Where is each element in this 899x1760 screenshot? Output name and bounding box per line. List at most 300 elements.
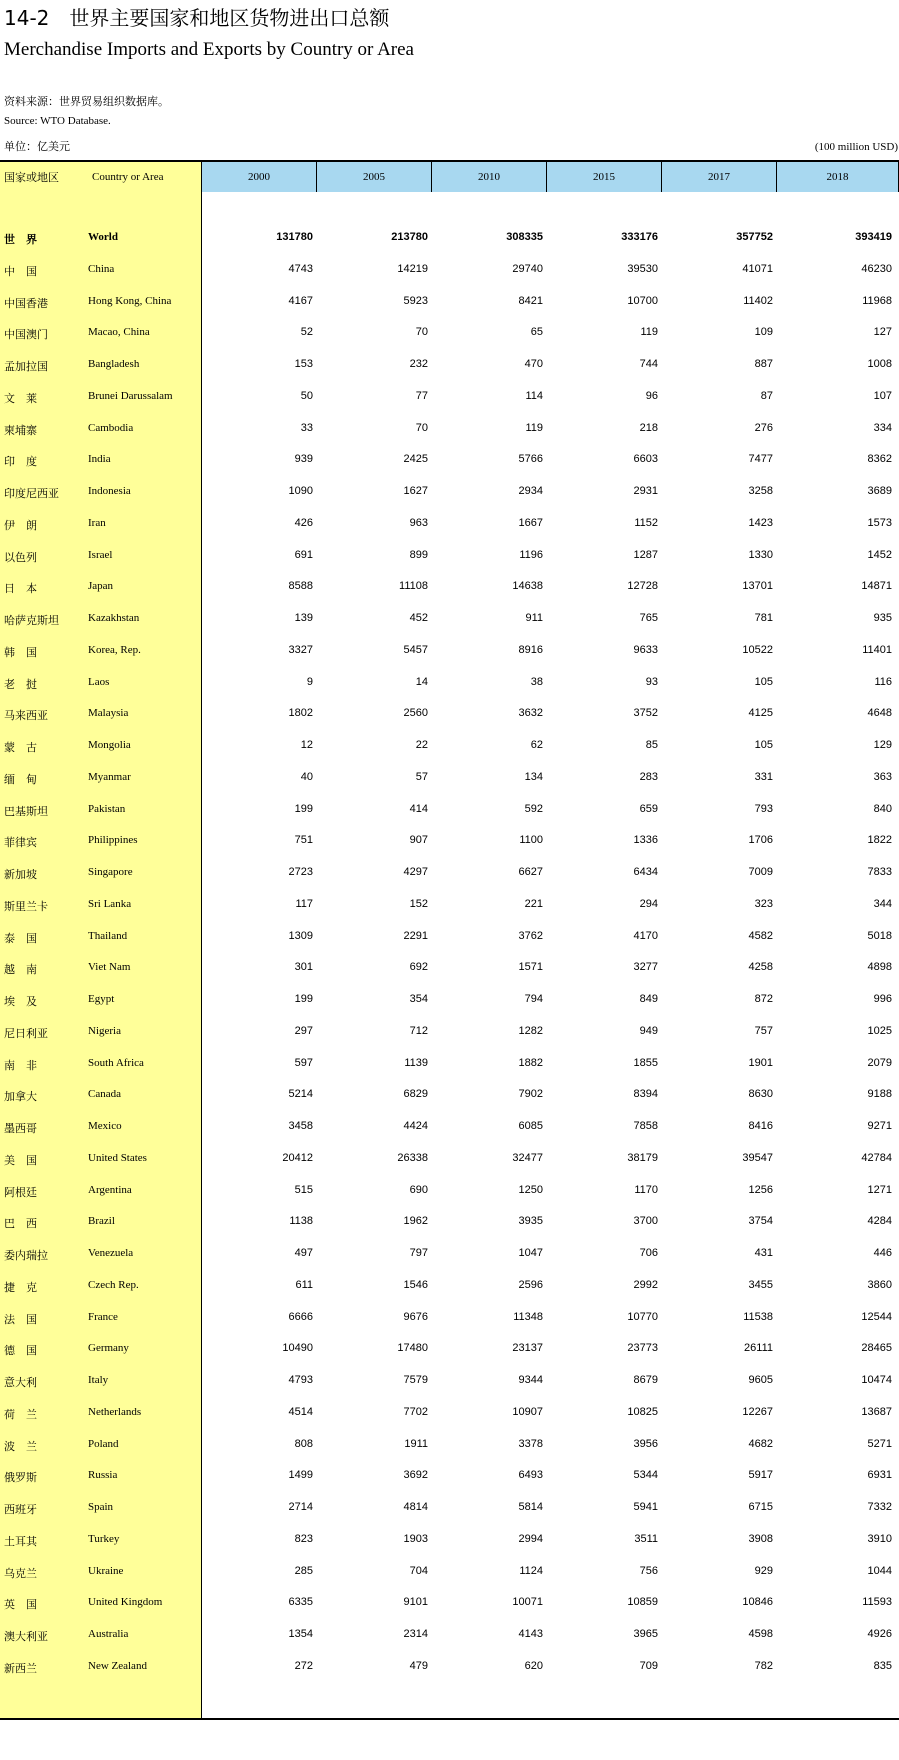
value-cell: 6335 — [288, 1596, 313, 1609]
value-cell: 12267 — [742, 1405, 773, 1418]
value-cell: 39547 — [742, 1151, 773, 1164]
value-cell: 840 — [873, 802, 892, 815]
value-cell: 704 — [409, 1564, 428, 1577]
value-cell: 808 — [294, 1437, 313, 1450]
value-cell: 996 — [873, 993, 892, 1005]
value-cell: 1855 — [633, 1056, 658, 1069]
value-cell: 5457 — [403, 643, 428, 656]
value-cell: 756 — [639, 1564, 658, 1577]
value-cell: 1802 — [288, 707, 313, 720]
value-cell: 22 — [415, 739, 428, 751]
country-name-en: World — [88, 231, 118, 243]
country-name-cn: 新加坡 — [4, 868, 37, 881]
value-cell: 611 — [295, 1278, 313, 1291]
value-cell: 46230 — [861, 262, 892, 275]
table-row — [0, 762, 899, 794]
value-cell: 139 — [294, 612, 313, 624]
country-name-en: Spain — [88, 1501, 114, 1513]
table-row — [0, 698, 899, 730]
value-cell: 41071 — [742, 262, 773, 275]
value-cell: 127 — [873, 326, 892, 339]
table-row — [0, 254, 899, 286]
table-row — [0, 413, 899, 445]
country-name-cn: 印 度 — [4, 455, 37, 469]
value-cell: 426 — [294, 516, 313, 529]
value-cell: 9271 — [867, 1120, 892, 1132]
table-row — [0, 825, 899, 857]
value-cell: 8588 — [288, 580, 313, 593]
value-cell: 452 — [409, 612, 428, 624]
value-cell: 8362 — [867, 453, 892, 466]
table-row — [0, 1651, 899, 1683]
value-cell: 6931 — [867, 1469, 892, 1482]
value-cell: 1822 — [867, 834, 892, 847]
value-cell: 3378 — [518, 1437, 543, 1450]
value-cell: 65 — [530, 326, 543, 339]
value-cell: 218 — [639, 421, 658, 434]
value-cell: 105 — [754, 675, 773, 688]
value-cell: 7579 — [403, 1374, 428, 1386]
country-name-en: United States — [88, 1151, 147, 1164]
value-cell: 29740 — [512, 262, 543, 275]
country-name-en: Argentina — [88, 1183, 132, 1196]
value-cell: 3860 — [867, 1278, 892, 1291]
value-cell: 793 — [754, 802, 773, 815]
country-name-cn: 巴基斯坦 — [4, 804, 48, 818]
value-cell: 887 — [754, 358, 773, 370]
country-name-en: Czech Rep. — [88, 1278, 139, 1291]
value-cell: 14219 — [397, 262, 428, 275]
table-row — [0, 1048, 899, 1080]
country-name-en: Canada — [88, 1088, 121, 1101]
country-name-cn: 英 国 — [4, 1598, 37, 1612]
value-cell: 9188 — [867, 1088, 892, 1101]
value-cell: 929 — [754, 1564, 773, 1577]
value-cell: 9344 — [518, 1374, 543, 1386]
value-cell: 939 — [294, 453, 313, 466]
value-cell: 1573 — [867, 516, 892, 529]
value-cell: 1047 — [518, 1247, 543, 1259]
country-name-en: New Zealand — [88, 1659, 147, 1672]
value-cell: 14 — [415, 675, 428, 688]
value-cell: 28465 — [861, 1342, 892, 1355]
value-cell: 354 — [409, 993, 428, 1005]
value-cell: 2425 — [403, 453, 428, 466]
value-cell: 6085 — [518, 1120, 543, 1132]
value-cell: 134 — [524, 770, 543, 783]
value-cell: 1250 — [518, 1183, 543, 1196]
value-cell: 1423 — [748, 516, 773, 529]
value-cell: 272 — [294, 1659, 313, 1672]
value-cell: 129 — [873, 739, 892, 751]
value-cell: 4284 — [867, 1215, 892, 1228]
country-name-en: Poland — [88, 1437, 119, 1450]
value-cell: 7858 — [633, 1120, 658, 1132]
value-cell: 2314 — [403, 1628, 428, 1640]
unit-label-en: (100 million USD) — [814, 141, 898, 153]
value-cell: 2994 — [518, 1532, 543, 1545]
value-cell: 1090 — [288, 485, 313, 497]
table-row — [0, 1619, 899, 1651]
value-cell: 12728 — [627, 580, 658, 593]
value-cell: 7332 — [867, 1501, 892, 1513]
header-country-en: Country or Area — [92, 171, 164, 183]
value-cell: 781 — [754, 612, 773, 624]
value-cell: 1546 — [403, 1278, 428, 1291]
value-cell: 4898 — [867, 961, 892, 974]
country-name-cn: 文 莱 — [4, 391, 37, 405]
value-cell: 11108 — [399, 580, 428, 593]
value-cell: 1271 — [867, 1183, 892, 1196]
value-cell: 9101 — [403, 1596, 428, 1609]
country-name-en: Kazakhstan — [88, 612, 140, 624]
value-cell: 42784 — [861, 1151, 892, 1164]
country-name-en: Israel — [88, 548, 113, 561]
country-name-en: Sri Lanka — [88, 897, 132, 910]
table-row — [0, 667, 899, 699]
country-name-cn: 阿根廷 — [4, 1185, 37, 1199]
value-cell: 899 — [409, 548, 428, 561]
value-cell: 3327 — [288, 643, 313, 656]
value-cell: 93 — [645, 675, 658, 688]
value-cell: 2596 — [518, 1278, 543, 1291]
country-name-en: Brazil — [88, 1215, 115, 1228]
value-cell: 4682 — [748, 1437, 773, 1450]
country-name-cn: 中 国 — [4, 264, 37, 278]
value-cell: 592 — [524, 802, 543, 815]
value-cell: 3956 — [633, 1437, 658, 1450]
value-cell: 4167 — [288, 294, 313, 307]
table-row — [0, 1175, 899, 1207]
value-cell: 285 — [294, 1564, 313, 1577]
country-name-en: Laos — [88, 675, 110, 688]
value-cell: 6434 — [633, 866, 658, 878]
value-cell: 14638 — [512, 580, 543, 593]
value-cell: 835 — [873, 1659, 892, 1672]
country-name-en: Cambodia — [88, 421, 134, 434]
value-cell: 232 — [409, 358, 428, 370]
value-cell: 5923 — [403, 294, 428, 307]
value-cell: 40 — [300, 770, 313, 783]
value-cell: 9605 — [748, 1374, 773, 1386]
table-bottom-rule — [0, 1718, 899, 1720]
value-cell: 10071 — [512, 1596, 543, 1609]
table-row — [0, 794, 899, 826]
value-cell: 2714 — [288, 1501, 313, 1513]
value-cell: 446 — [873, 1247, 892, 1259]
value-cell: 57 — [415, 770, 428, 783]
value-cell: 1336 — [633, 834, 658, 847]
value-cell: 213780 — [391, 231, 428, 243]
value-cell: 3692 — [403, 1469, 428, 1482]
value-cell: 119 — [525, 421, 543, 434]
value-cell: 8394 — [633, 1088, 658, 1101]
value-cell: 1571 — [518, 961, 543, 974]
value-cell: 11968 — [862, 294, 892, 307]
country-name-cn: 印度尼西亚 — [4, 487, 59, 500]
value-cell: 393419 — [855, 231, 892, 243]
value-cell: 5344 — [633, 1469, 658, 1482]
value-cell: 907 — [409, 834, 428, 847]
country-name-en: Australia — [88, 1628, 129, 1640]
table-row — [0, 984, 899, 1016]
value-cell: 706 — [639, 1247, 658, 1259]
country-name-en: Macao, China — [88, 326, 150, 339]
value-cell: 6603 — [633, 453, 658, 466]
country-name-cn: 缅 甸 — [4, 772, 37, 786]
value-cell: 357752 — [736, 231, 773, 243]
table-row — [0, 508, 899, 540]
value-cell: 52 — [300, 326, 313, 339]
table-row — [0, 603, 899, 635]
table-row — [0, 540, 899, 572]
value-cell: 3908 — [748, 1532, 773, 1545]
value-cell: 11401 — [862, 643, 892, 656]
value-cell: 283 — [639, 770, 658, 783]
value-cell: 77 — [415, 389, 428, 402]
value-cell: 765 — [639, 612, 658, 624]
value-cell: 62 — [530, 739, 543, 751]
value-cell: 363 — [873, 770, 892, 783]
value-cell: 70 — [415, 326, 428, 339]
country-name-en: Egypt — [88, 993, 115, 1005]
value-cell: 2560 — [403, 707, 428, 720]
country-name-cn: 澳大利亚 — [4, 1630, 48, 1643]
header-year: 2000 — [202, 162, 317, 192]
country-name-en: Hong Kong, China — [88, 294, 172, 307]
table-row — [0, 444, 899, 476]
value-cell: 3752 — [633, 707, 658, 720]
country-name-cn: 土耳其 — [4, 1534, 37, 1548]
value-cell: 2291 — [403, 929, 428, 942]
value-cell: 6829 — [403, 1088, 428, 1101]
page-title-cn: 14-2 世界主要国家和地区货物进出口总额 — [4, 6, 390, 30]
table-row — [0, 476, 899, 508]
value-cell: 8679 — [633, 1374, 658, 1386]
value-cell: 4598 — [748, 1628, 773, 1640]
value-cell: 308335 — [506, 231, 543, 243]
value-cell: 3762 — [518, 929, 543, 942]
value-cell: 6493 — [518, 1469, 543, 1482]
value-cell: 12544 — [861, 1310, 892, 1323]
country-name-en: Venezuela — [88, 1247, 134, 1259]
country-name-cn: 波 兰 — [4, 1439, 37, 1453]
value-cell: 107 — [873, 389, 892, 402]
value-cell: 6666 — [288, 1310, 313, 1323]
country-name-en: Pakistan — [88, 802, 126, 815]
country-name-cn: 日 本 — [4, 582, 37, 596]
country-name-en: Russia — [88, 1469, 118, 1482]
value-cell: 10522 — [742, 643, 773, 656]
unit-label-cn: 单位：亿美元 — [4, 140, 70, 153]
value-cell: 334 — [873, 421, 892, 434]
value-cell: 114 — [525, 389, 543, 402]
value-cell: 8421 — [518, 294, 543, 307]
table-row — [0, 1556, 899, 1588]
value-cell: 331 — [754, 770, 773, 783]
table-row — [0, 889, 899, 921]
value-cell: 116 — [874, 675, 892, 688]
header-country-cn: 国家或地区 — [4, 171, 59, 184]
value-cell: 301 — [294, 961, 313, 974]
value-cell: 10859 — [627, 1596, 658, 1609]
country-name-cn: 马来西亚 — [4, 709, 48, 723]
value-cell: 751 — [294, 834, 313, 847]
country-name-cn: 蒙 古 — [4, 741, 37, 754]
value-cell: 1100 — [519, 834, 543, 847]
country-name-cn: 柬埔寨 — [4, 423, 37, 437]
value-cell: 963 — [409, 516, 428, 529]
country-name-cn: 墨西哥 — [4, 1122, 37, 1135]
country-name-en: Korea, Rep. — [88, 643, 141, 656]
country-name-cn: 以色列 — [4, 550, 37, 564]
country-name-en: Philippines — [88, 834, 138, 847]
country-name-en: Turkey — [88, 1532, 120, 1545]
value-cell: 153 — [294, 358, 313, 370]
value-cell: 2079 — [867, 1056, 892, 1069]
value-cell: 4514 — [288, 1405, 313, 1418]
value-cell: 6627 — [518, 866, 543, 878]
value-cell: 2992 — [633, 1278, 658, 1291]
value-cell: 2934 — [518, 485, 543, 497]
header-year: 2005 — [317, 162, 432, 192]
country-name-en: India — [88, 453, 111, 466]
value-cell: 1152 — [634, 516, 658, 529]
country-name-cn: 西班牙 — [4, 1503, 37, 1516]
value-cell: 4814 — [403, 1501, 428, 1513]
country-name-en: France — [88, 1310, 118, 1323]
value-cell: 4582 — [748, 929, 773, 942]
value-cell: 2931 — [633, 485, 658, 497]
value-cell: 3455 — [748, 1278, 773, 1291]
country-name-cn: 加拿大 — [4, 1090, 37, 1104]
value-cell: 4143 — [518, 1628, 543, 1640]
value-cell: 709 — [639, 1659, 658, 1672]
value-cell: 3511 — [634, 1532, 658, 1545]
value-cell: 935 — [873, 612, 892, 624]
table-row — [0, 381, 899, 413]
value-cell: 12 — [300, 739, 313, 751]
value-cell: 3632 — [518, 707, 543, 720]
value-cell: 3754 — [748, 1215, 773, 1228]
country-name-cn: 越 南 — [4, 963, 37, 977]
country-name-en: Nigeria — [88, 1024, 121, 1037]
country-name-en: Indonesia — [88, 485, 131, 497]
value-cell: 1139 — [404, 1056, 428, 1069]
country-name-en: Bangladesh — [88, 358, 140, 370]
country-name-cn: 荷 兰 — [4, 1407, 37, 1421]
value-cell: 414 — [409, 802, 428, 815]
table-row — [0, 635, 899, 667]
value-cell: 690 — [409, 1183, 428, 1196]
value-cell: 333176 — [621, 231, 658, 243]
value-cell: 4926 — [867, 1628, 892, 1640]
page-title-en: Merchandise Imports and Exports by Country or Area — [4, 39, 414, 60]
value-cell: 4648 — [867, 707, 892, 720]
value-cell: 344 — [873, 897, 892, 910]
value-cell: 3458 — [288, 1120, 313, 1132]
value-cell: 1706 — [748, 834, 773, 847]
country-name-cn: 泰 国 — [4, 931, 37, 945]
value-cell: 131780 — [276, 231, 313, 243]
table-row — [0, 1460, 899, 1492]
value-cell: 20412 — [282, 1151, 313, 1164]
value-cell: 1452 — [867, 548, 892, 561]
country-name-cn: 世 界 — [4, 233, 37, 246]
table-row — [0, 349, 899, 381]
value-cell: 2723 — [288, 866, 313, 878]
country-name-cn: 老 挝 — [4, 677, 37, 691]
country-name-en: Viet Nam — [88, 961, 131, 974]
country-name-cn: 尼日利亚 — [4, 1026, 48, 1040]
value-cell: 4258 — [748, 961, 773, 974]
country-name-en: South Africa — [88, 1056, 144, 1069]
country-name-en: Singapore — [88, 866, 133, 878]
value-cell: 431 — [754, 1247, 773, 1259]
value-cell: 9633 — [633, 643, 658, 656]
country-name-cn: 埃 及 — [4, 995, 37, 1008]
value-cell: 1330 — [748, 548, 773, 561]
country-name-cn: 孟加拉国 — [4, 360, 48, 373]
country-name-cn: 斯里兰卡 — [4, 899, 48, 913]
value-cell: 11538 — [743, 1310, 773, 1323]
value-cell: 872 — [754, 993, 773, 1005]
table-row — [0, 571, 899, 603]
value-cell: 5941 — [633, 1501, 658, 1513]
value-cell: 109 — [754, 326, 773, 339]
value-cell: 515 — [294, 1183, 313, 1196]
value-cell: 3277 — [633, 961, 658, 974]
value-cell: 1901 — [748, 1056, 773, 1069]
value-cell: 1667 — [518, 516, 543, 529]
value-cell: 26338 — [397, 1151, 428, 1164]
value-cell: 849 — [639, 993, 658, 1005]
country-name-en: Mexico — [88, 1120, 122, 1132]
value-cell: 9 — [306, 675, 313, 688]
value-cell: 911 — [525, 612, 543, 624]
table-row — [0, 1238, 899, 1270]
table-row — [0, 222, 899, 254]
header-country — [0, 162, 202, 192]
value-cell: 10846 — [742, 1596, 773, 1609]
table-row — [0, 1016, 899, 1048]
value-cell: 1903 — [403, 1532, 428, 1545]
country-name-en: Italy — [88, 1374, 109, 1386]
value-cell: 4743 — [288, 262, 313, 275]
country-name-en: Mongolia — [88, 739, 131, 751]
country-name-en: Japan — [88, 580, 114, 593]
value-cell: 294 — [639, 897, 658, 910]
value-cell: 10474 — [861, 1374, 892, 1386]
value-cell: 5917 — [748, 1469, 773, 1482]
value-cell: 7477 — [748, 453, 773, 466]
value-cell: 199 — [294, 993, 313, 1005]
value-cell: 1025 — [867, 1024, 892, 1037]
table-row — [0, 730, 899, 762]
value-cell: 14871 — [861, 580, 892, 593]
value-cell: 1124 — [519, 1564, 543, 1577]
value-cell: 691 — [294, 548, 313, 561]
country-name-cn: 中国澳门 — [4, 328, 48, 342]
country-name-en: Brunei Darussalam — [88, 389, 173, 402]
value-cell: 1627 — [403, 485, 428, 497]
value-cell: 797 — [409, 1247, 428, 1259]
header-year: 2015 — [547, 162, 662, 192]
value-cell: 4297 — [403, 866, 428, 878]
value-cell: 1354 — [288, 1628, 313, 1640]
value-cell: 597 — [294, 1056, 313, 1069]
value-cell: 23137 — [512, 1342, 543, 1355]
